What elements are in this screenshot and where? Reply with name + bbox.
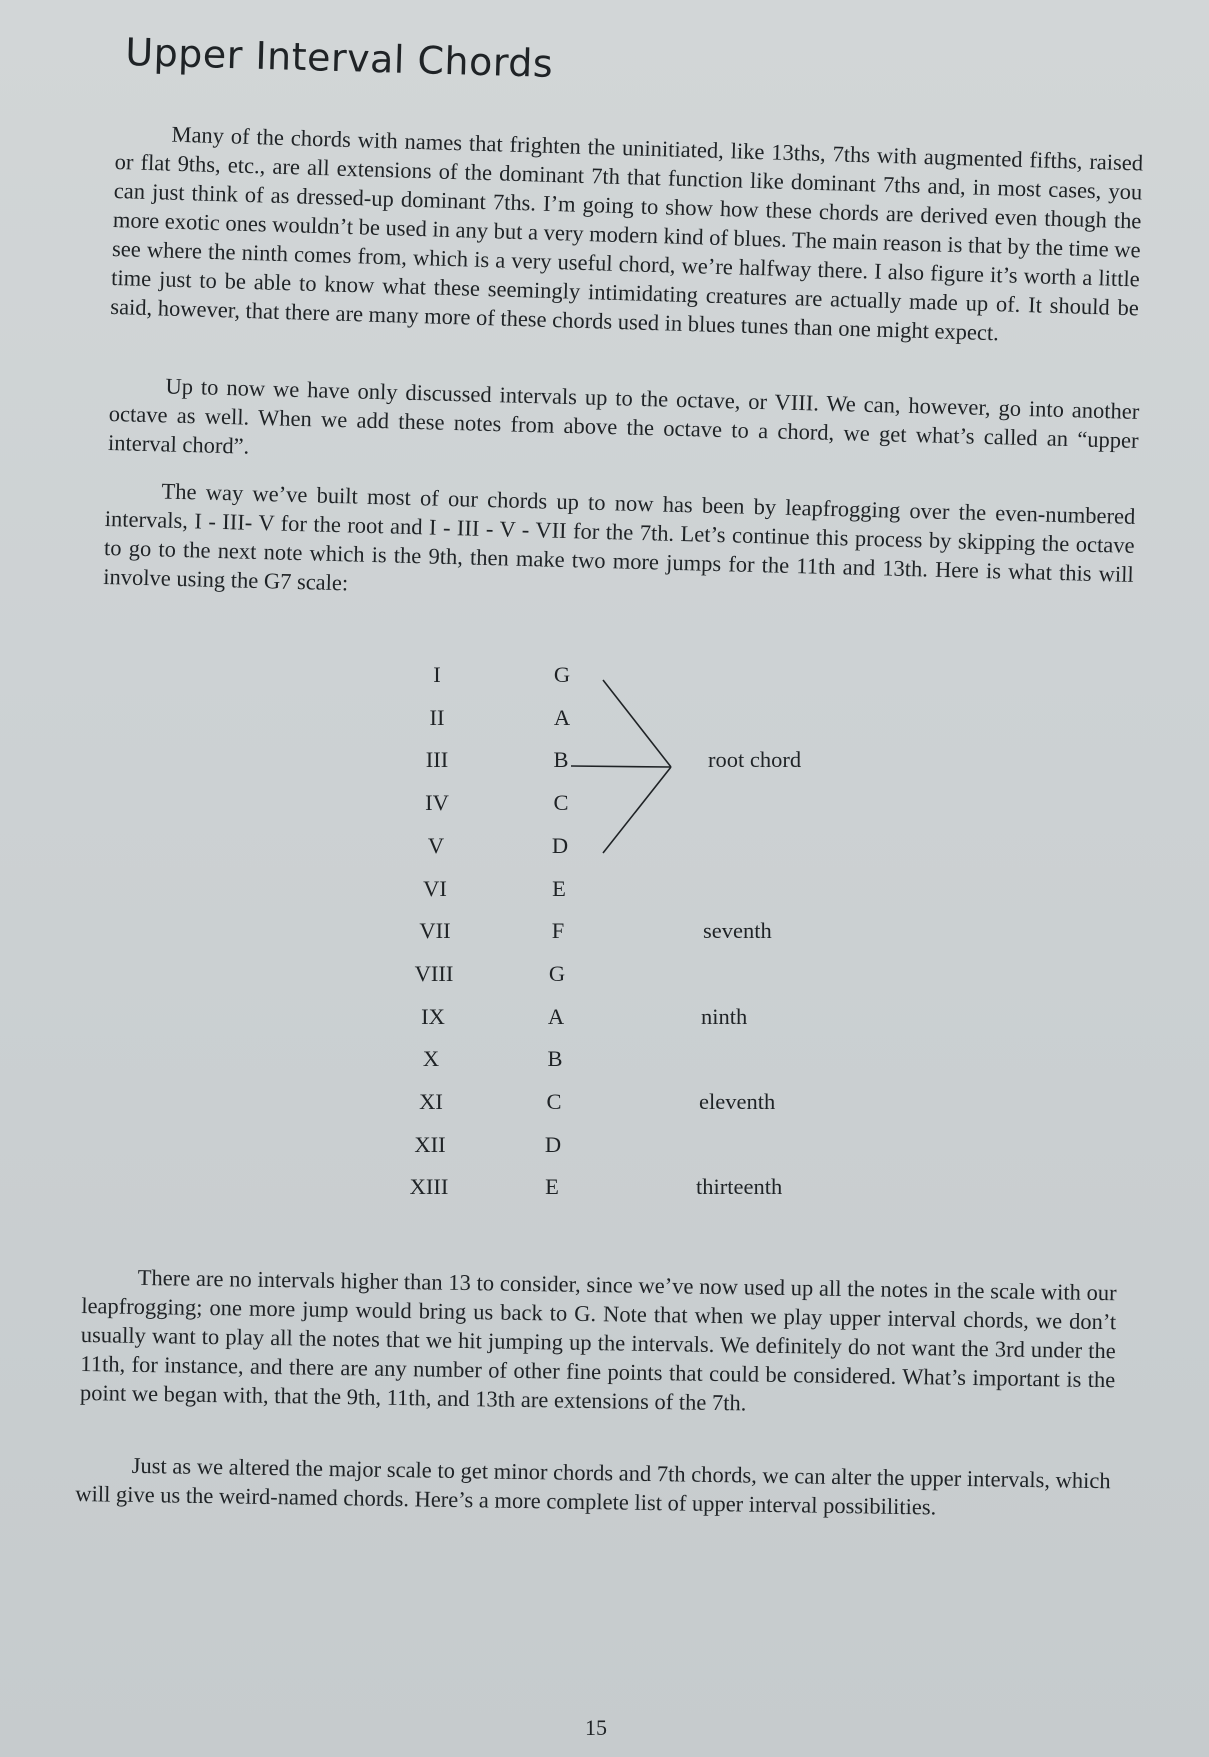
interval-note: B bbox=[553, 747, 569, 773]
interval-note: D bbox=[544, 1131, 562, 1157]
interval-row bbox=[400, 916, 920, 946]
interval-row bbox=[400, 1002, 920, 1032]
interval-roman: IV bbox=[425, 790, 449, 816]
interval-roman: I bbox=[433, 662, 441, 687]
interval-roman: VIII bbox=[414, 960, 454, 986]
interval-note: G bbox=[548, 960, 566, 986]
interval-note: D bbox=[551, 832, 569, 858]
paragraph-no-higher: There are no intervals higher than 13 to consider, since we’ve now used up all the notes in the scale with our leapfrogging; one more jump would bring us back to G. Note that when we play upper interval chords, we don’t usually want to play all the notes that we hit jumping up the intervals. We definitely do not want the 3rd under the 11th, for instance, and there are any number of other fine points that could be considered. What’s important is the point we began with, that the 9th, 11th, and 13th are extensions of the 7th. bbox=[79, 1264, 1117, 1416]
interval-note: E bbox=[552, 875, 566, 901]
interval-note: A bbox=[553, 704, 571, 730]
interval-roman: IX bbox=[421, 1003, 445, 1029]
interval-roman: III bbox=[425, 747, 449, 773]
interval-row bbox=[400, 1044, 920, 1074]
interval-roman: XIII bbox=[409, 1174, 449, 1200]
interval-row bbox=[400, 874, 920, 904]
interval-label: ninth bbox=[701, 1003, 748, 1029]
paragraph-leapfrog: The way we’ve built most of our chords up to now has been by leapfrogging over the even-numbered intervals, I - III- V for the root and I - III - V - VII for the 7th. Let’s continue this process by skipping the octave to go to the next note which is the 9th, then make two more jumps for the 11th and 13th. Here is what this will involve using the G7 scale: bbox=[103, 478, 1136, 596]
interval-note: A bbox=[547, 1003, 565, 1029]
interval-roman: XI bbox=[419, 1089, 443, 1114]
interval-roman: VI bbox=[423, 875, 447, 901]
interval-note: E bbox=[545, 1174, 559, 1200]
interval-row bbox=[400, 1130, 920, 1160]
interval-roman: XII bbox=[414, 1131, 446, 1157]
interval-note: C bbox=[553, 790, 569, 816]
paragraph-altered: Just as we altered the major scale to get minor chords and 7th chords, we can alter the upper intervals, which will give us the weird-named chords. Here’s a more complete list of upper interval possibilities. bbox=[75, 1452, 1111, 1520]
paragraph-intro: Many of the chords with names that frighten the uninitiated, like 13ths, 7ths with augmented fifths, raised or flat 9ths, etc., are all extensions of the dominant 7th that function like dominant 7ths and, in most cases, you can just think of as dressed-up dominant 7ths. I’m going to show how these chords are derived even though the more exotic ones wouldn’t be used in any but a very modern kind of blues. The main reason is that by the time we see where the ninth comes from, which is a very useful chord, we’re halfway there. I also figure it’s worth a little time just to be able to know what these seemingly intimidating creatures are actually made up of. It should be said, however, that there are many more of these chords used in blues tunes than one might expect. bbox=[110, 121, 1144, 346]
interval-roman: VII bbox=[419, 918, 451, 944]
interval-note: F bbox=[551, 918, 565, 944]
page-number: 15 bbox=[585, 1715, 607, 1740]
interval-label: root chord bbox=[708, 747, 802, 773]
interval-label: eleventh bbox=[699, 1089, 776, 1114]
interval-row bbox=[400, 1087, 920, 1117]
interval-note: G bbox=[553, 662, 571, 687]
interval-row bbox=[400, 660, 920, 690]
interval-row bbox=[400, 788, 920, 818]
interval-note: C bbox=[546, 1089, 562, 1114]
interval-row bbox=[400, 745, 920, 775]
interval-row bbox=[400, 703, 920, 733]
paragraph-octave: Up to now we have only discussed intervals up to the octave, or VIII. We can, however, go into another octave as well. When we add these notes from above the octave to a chord, we get what’s called an “upper interval chord”. bbox=[107, 373, 1140, 459]
interval-row bbox=[400, 959, 920, 989]
interval-roman: X bbox=[422, 1046, 440, 1072]
interval-row bbox=[400, 831, 920, 861]
interval-table bbox=[400, 650, 920, 1210]
interval-note: B bbox=[547, 1046, 563, 1072]
interval-roman: II bbox=[429, 704, 445, 730]
interval-label: seventh bbox=[703, 918, 772, 944]
interval-label: thirteenth bbox=[696, 1174, 783, 1200]
page-title: Upper Interval Chords bbox=[124, 30, 554, 86]
interval-row bbox=[400, 1172, 920, 1202]
interval-roman: V bbox=[427, 832, 445, 858]
